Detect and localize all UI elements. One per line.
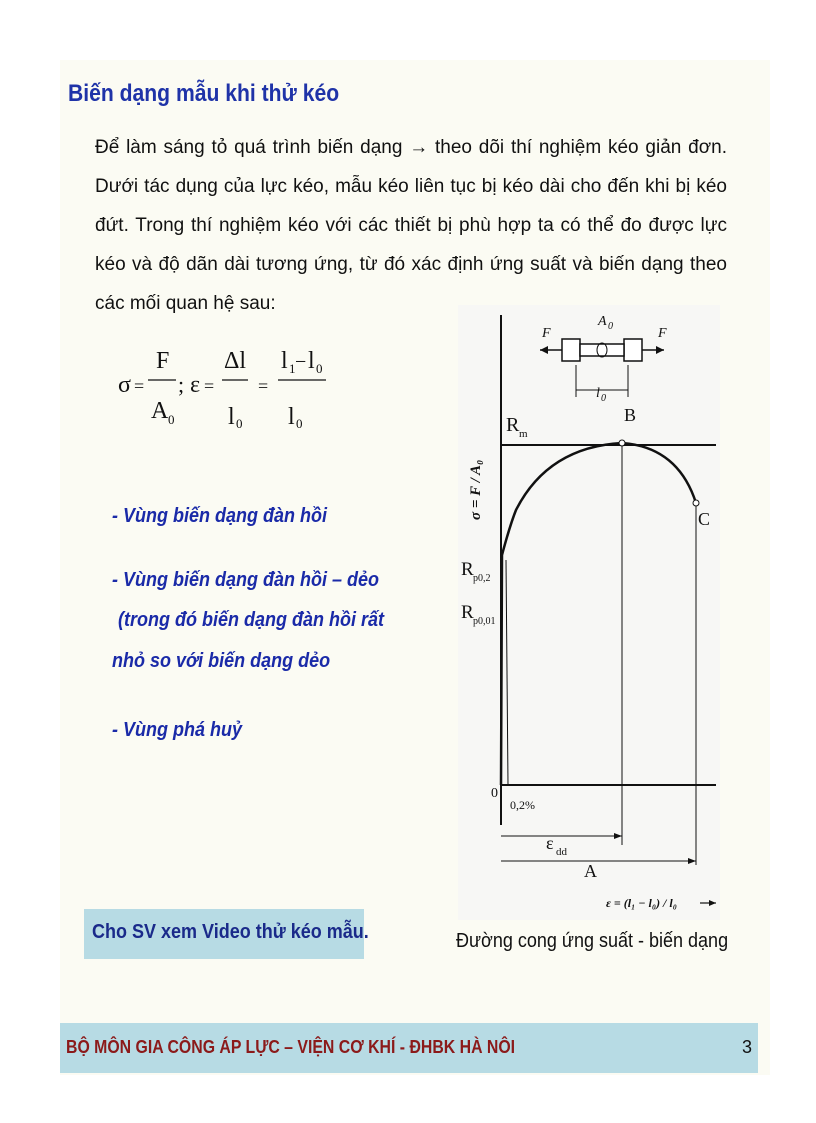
- elongation-a-label: A: [584, 861, 597, 881]
- formula-l-subscript: 0: [236, 416, 243, 431]
- rm-label: R: [506, 414, 520, 436]
- graph-caption: Đường cong ứng suất - biến dạng: [456, 930, 729, 952]
- gauge-length-label: l: [596, 386, 600, 401]
- rp001-subscript: p0,01: [473, 616, 496, 627]
- rp02-label: R: [461, 559, 474, 580]
- bullet-elastic-plastic-zone: - Vùng biến dạng đàn hồi – dẻo: [112, 569, 380, 591]
- bullet-elastic-plastic-note: (trong đó biến dạng đàn hồi rất: [118, 609, 384, 631]
- formula-force: F: [156, 348, 170, 374]
- bullet-fracture-zone: - Vùng phá huỷ: [112, 719, 242, 741]
- graph-background: [458, 305, 720, 920]
- formula-equals: =: [258, 376, 269, 396]
- eps-dd-label: ε: [546, 833, 554, 853]
- area-label-subscript: 0: [608, 321, 613, 332]
- force-label-right: F: [658, 326, 667, 341]
- x-axis-label: ε = (l₁ − l₀) / l₀: [606, 896, 677, 910]
- video-note-box: [84, 909, 369, 959]
- formula-delta-l: Δl: [224, 348, 247, 374]
- specimen-body: [580, 344, 624, 356]
- area-label: A: [598, 314, 607, 329]
- force-label-left: F: [542, 326, 551, 341]
- origin-label: 0: [491, 786, 498, 801]
- paragraph-line: tương ứng, từ đó xác định ứng suất và biến dạng theo các mối quan hệ sau:: [95, 254, 727, 314]
- bullet-elastic-plastic-note: nhỏ so với biến dạng dẻo: [112, 650, 331, 672]
- rm-subscript: m: [519, 428, 528, 440]
- specimen-grip-right: [624, 339, 642, 361]
- offset-strain-label: 0,2%: [510, 798, 535, 812]
- video-note-text: Cho SV xem Video thử kéo mẫu.: [92, 921, 369, 943]
- formula-l0-subscript: 0: [316, 361, 323, 376]
- formula-l-subscript: 0: [296, 416, 303, 431]
- formula-sigma: σ: [118, 372, 131, 398]
- specimen-grip-left: [562, 339, 580, 361]
- bullet-elastic-zone: - Vùng biến dạng đàn hồi: [112, 505, 327, 527]
- stress-strain-formula: [118, 340, 348, 440]
- point-c-marker: [693, 500, 699, 506]
- formula-l: l: [228, 404, 235, 430]
- formula-equals: =: [204, 376, 215, 396]
- gauge-length-subscript: 0: [601, 393, 606, 404]
- paragraph-line: Để làm sáng tỏ quá trình biến dạng → theo dõi thí nghiệm kéo giản đơn. Dưới tác: [95, 137, 727, 197]
- point-b-label: B: [624, 405, 637, 425]
- formula-epsilon: ε: [190, 372, 201, 398]
- rp001-label: R: [461, 602, 474, 623]
- y-axis-label: σ = F / A₀: [468, 459, 484, 520]
- formula-equals: =: [134, 376, 145, 396]
- formula-area: A: [151, 398, 169, 424]
- page-number: 3: [741, 1037, 752, 1057]
- stress-strain-graph: [458, 305, 720, 920]
- formula-minus: −: [295, 351, 307, 373]
- formula-l0: l: [308, 348, 315, 374]
- formula-l1: l: [281, 348, 288, 374]
- point-b-marker: [619, 440, 625, 446]
- rp02-subscript: p0,2: [473, 573, 491, 584]
- formula-semicolon: ;: [178, 372, 185, 397]
- formula-area-subscript: 0: [168, 412, 175, 427]
- footer-bar: [60, 1023, 758, 1073]
- formula-l1-subscript: 1: [289, 361, 296, 376]
- paragraph-line: dụng của lực kéo, mẫu kéo liên tục bị kéo dài cho đến khi bị kéo đứt. Trong thí: [95, 176, 728, 236]
- eps-dd-subscript: dd: [556, 846, 567, 858]
- slide-title: Biến dạng mẫu khi thử kéo: [68, 80, 340, 107]
- formula-l: l: [288, 404, 295, 430]
- point-c-label: C: [698, 509, 711, 529]
- footer-department: BỘ MÔN GIA CÔNG ÁP LỰC – VIỆN CƠ KHÍ - ĐHBK HÀ NÔI: [66, 1037, 516, 1057]
- paragraph-line: nghiệm kéo với các thiết bị phù hợp ta có thể đo được lực kéo và độ dãn dài: [95, 215, 728, 275]
- intro-paragraph: [95, 128, 727, 323]
